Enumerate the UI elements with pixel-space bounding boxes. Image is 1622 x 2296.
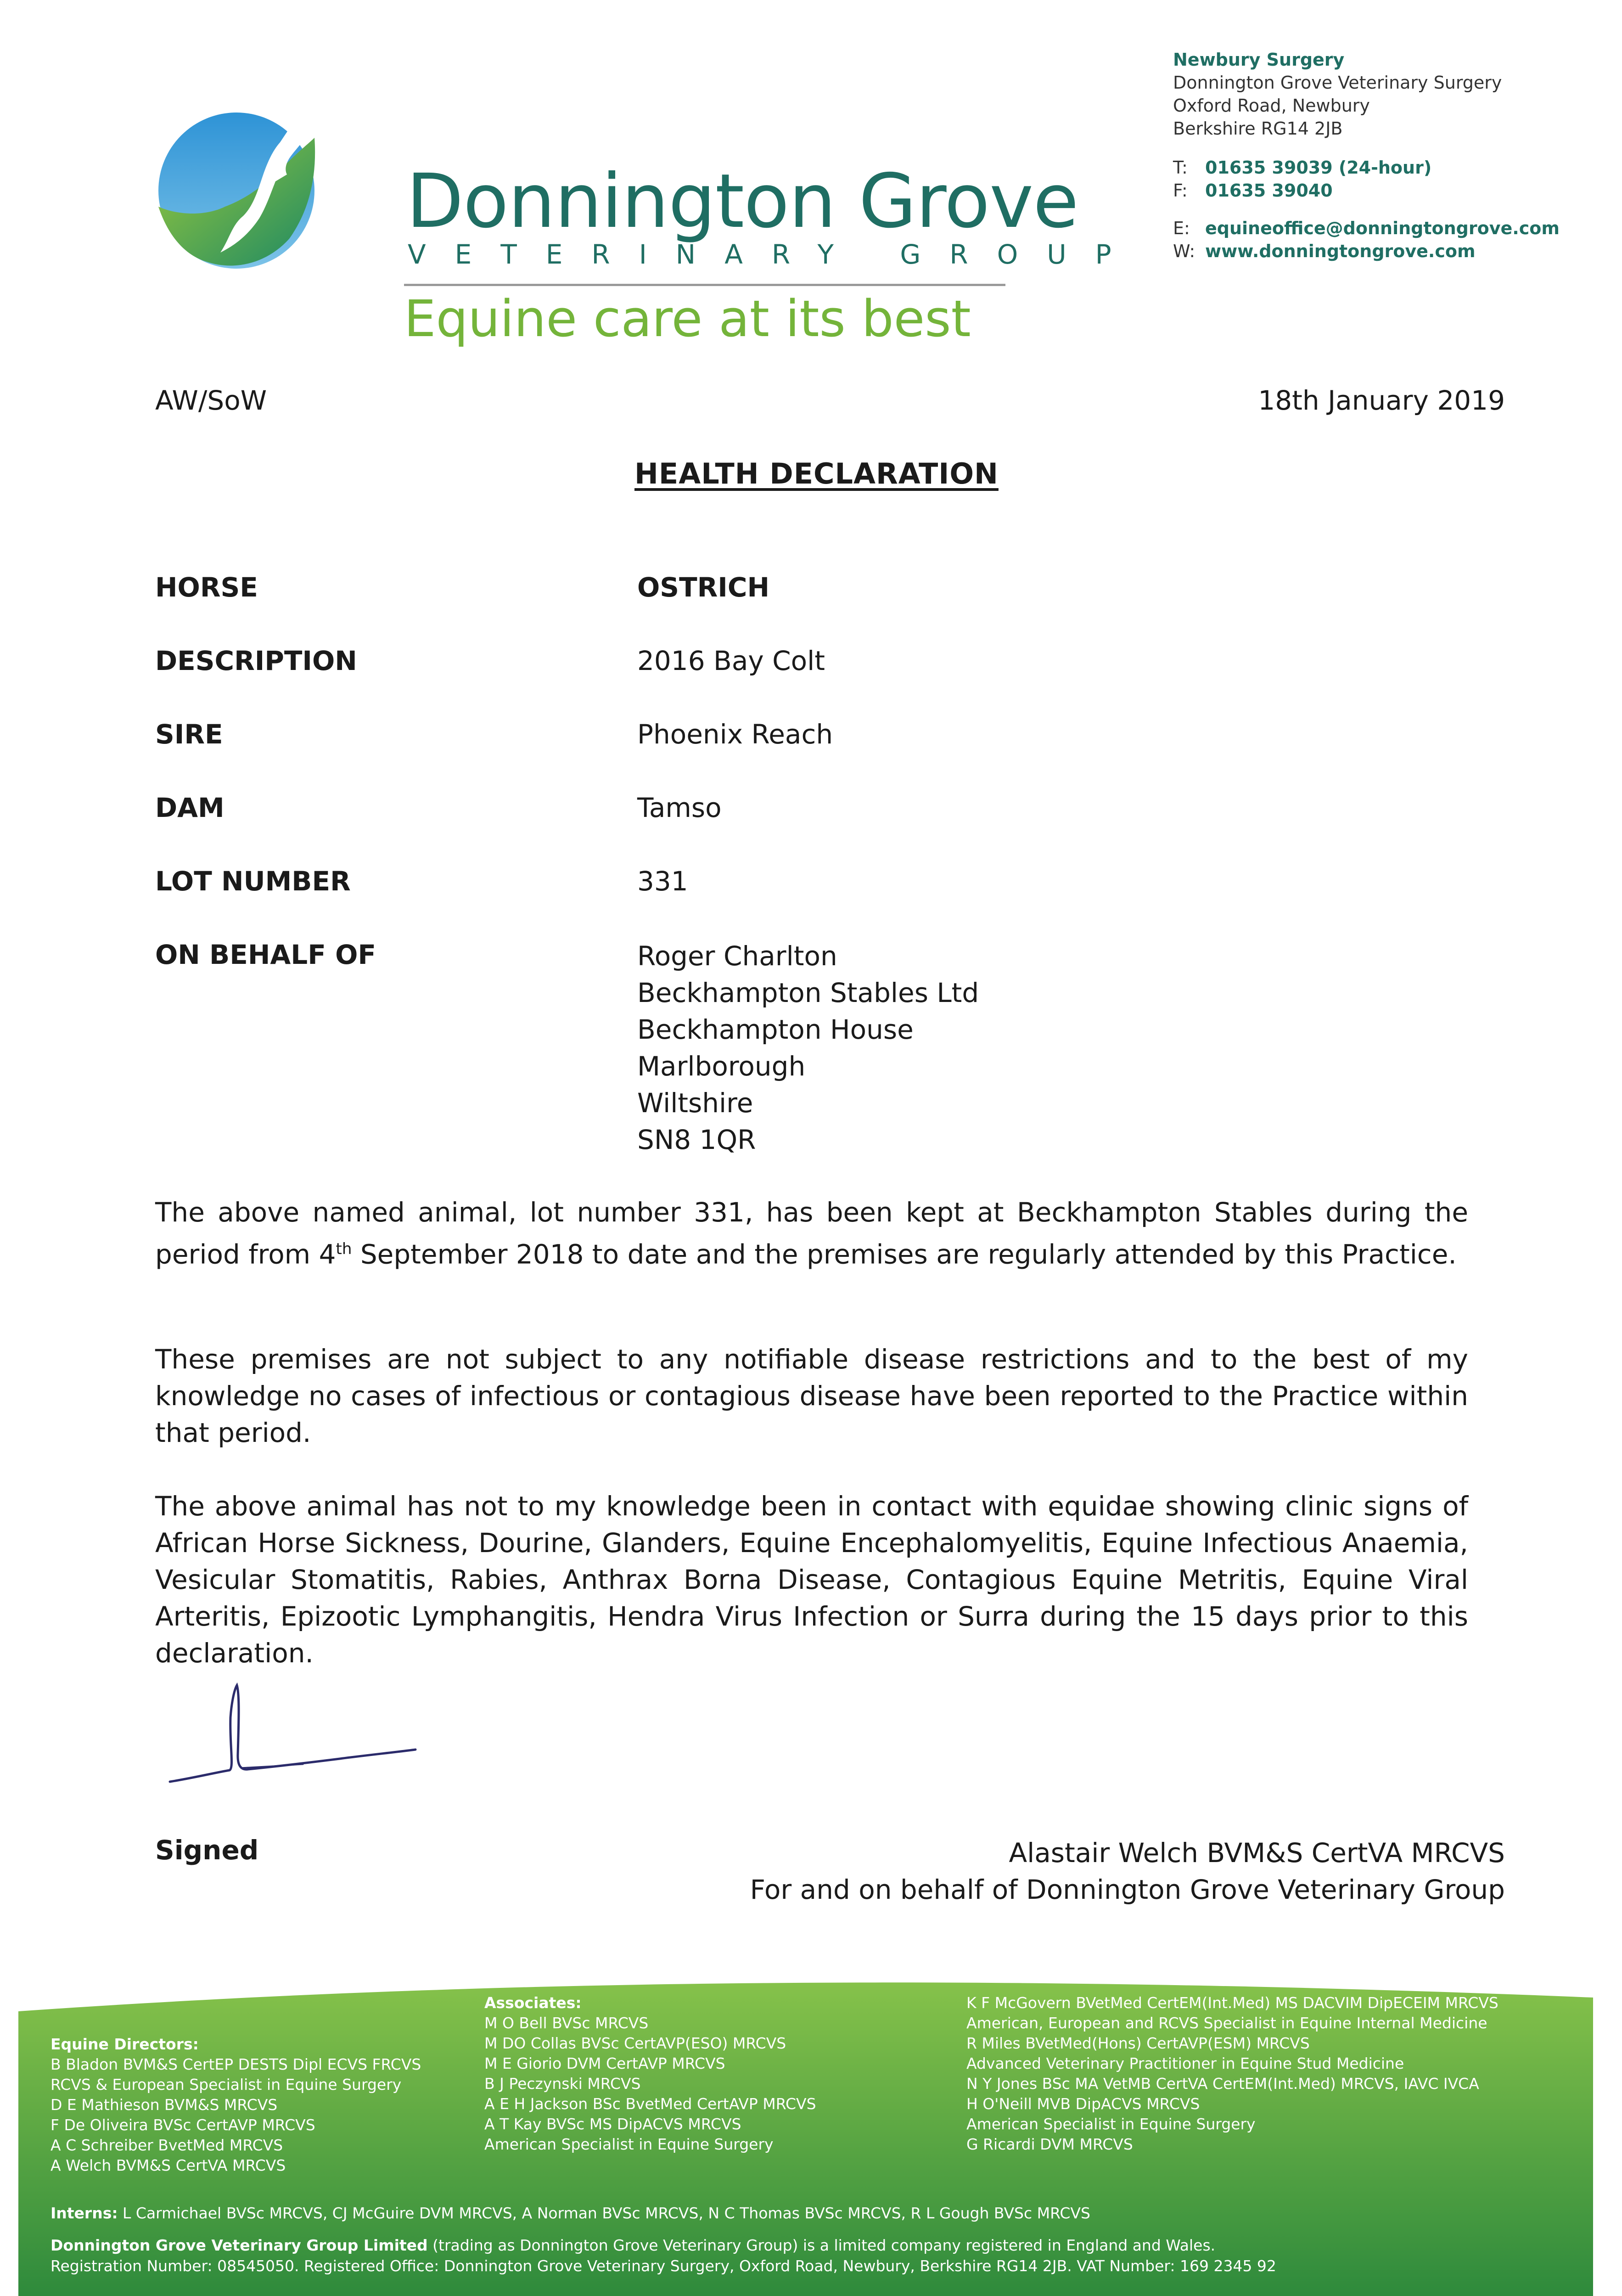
brand-subtitle: VETERINARY GROUP [408, 239, 1140, 270]
associate-line: M DO Collas BVSc CertAVP(ESO) MRCVS [484, 2034, 786, 2052]
directors-heading: Equine Directors: [51, 2035, 199, 2053]
associate-line: G Ricardi DVM MRCVS [966, 2135, 1133, 2153]
brand-name: Donnington Grove [406, 158, 1078, 245]
associate-line: K F McGovern BVetMed CertEM(Int.Med) MS DACVIM DipECEIM MRCVS [966, 1994, 1499, 2012]
associate-line: N Y Jones BSc MA VetMB CertVA CertEM(Int.Med) MRCVS, IAVC IVCA [966, 2075, 1479, 2093]
brand-divider [404, 284, 1005, 286]
behalf-line: Beckhampton Stables Ltd [637, 977, 979, 1008]
telephone-number[interactable]: 01635 39039 (24-hour) [1205, 158, 1432, 178]
associate-line: A E H Jackson BSc BvetMed CertAVP MRCVS [484, 2095, 816, 2113]
associate-line: A T Kay BVSc MS DipACVS MRCVS [484, 2115, 741, 2133]
footer-associates-continued [966, 1993, 1499, 2155]
behalf-line: Beckhampton House [637, 1014, 914, 1045]
surgery-name: Newbury Surgery [1173, 50, 1345, 70]
telephone-label: T: [1173, 158, 1188, 178]
signer-name: Alastair Welch BVM&S CertVA MRCVS [1009, 1837, 1505, 1868]
sire-label: SIRE [155, 719, 223, 750]
lot-number-value: 331 [637, 866, 688, 897]
footer-directors [51, 2034, 421, 2176]
sire-value: Phoenix Reach [637, 719, 833, 750]
paragraph-restrictions: These premises are not subject to any notifiable disease restrictions and to the best of my knowledge no cases of infectious or contagious disease have been reported to the Practice within that period. [155, 1344, 1468, 1448]
document-reference: AW/SoW [155, 385, 267, 416]
signer-details [750, 1835, 1505, 1908]
horse-label: HORSE [155, 572, 258, 603]
director-line: F De Oliveira BVSc CertAVP MRCVS [51, 2116, 315, 2134]
document-title: HEALTH DECLARATION [634, 457, 999, 490]
paragraph-premises [155, 1194, 1468, 1272]
associate-line: M E Giorio DVM CertAVP MRCVS [484, 2054, 725, 2072]
associate-line: American Specialist in Equine Surgery [484, 2135, 774, 2153]
associate-line: American Specialist in Equine Surgery [966, 2115, 1256, 2133]
email-label: E: [1173, 218, 1190, 238]
paragraph-diseases: The above animal has not to my knowledge been in contact with equidae showing clinic signs of African Horse Sickness, Dourine, Glanders, Equine Encephalomyelitis, Equine Infectious Anaemia, Vesicular Stomatitis, Rabies, Anthrax Borna Disease, Contagious Equine Metritis, Equine Viral Arteritis, Epizootic Lymphangitis, Hendra Virus Infection or Surra during the 15 days prior to this declaration. [155, 1491, 1468, 1669]
director-line: D E Mathieson BVM&S MRCVS [51, 2096, 278, 2114]
paragraph-text: The above named animal, lot number 331, has been kept at Beckhampton Stables during the period from 4 [155, 1197, 1468, 1270]
footer-company [51, 2236, 1215, 2254]
associate-line: Advanced Veterinary Practitioner in Equine Stud Medicine [966, 2054, 1404, 2072]
fax-number: 01635 39040 [1205, 180, 1333, 201]
interns-label: Interns: [51, 2204, 118, 2222]
signer-organisation: For and on behalf of Donnington Grove Veterinary Group [750, 1874, 1505, 1905]
behalf-line: Marlborough [637, 1051, 806, 1082]
on-behalf-of-label: ON BEHALF OF [155, 939, 376, 970]
company-statement: (trading as Donnington Grove Veterinary Group) is a limited company registered in England and Wales. [427, 2236, 1216, 2254]
dam-value: Tamso [637, 792, 722, 823]
associate-line: H O'Neill MVB DipACVS MRCVS [966, 2095, 1200, 2113]
associate-line: R Miles BVetMed(Hons) CertAVP(ESM) MRCVS [966, 2034, 1310, 2052]
associate-line: American, European and RCVS Specialist in Equine Internal Medicine [966, 2014, 1487, 2032]
behalf-line: Roger Charlton [637, 940, 837, 972]
signature-image [165, 1676, 422, 1791]
director-line: RCVS & European Specialist in Equine Surgery [51, 2076, 402, 2093]
website-link[interactable]: www.donningtongrove.com [1205, 241, 1476, 261]
fax-label: F: [1173, 180, 1188, 201]
associate-line: B J Peczynski MRCVS [484, 2075, 641, 2093]
address-line: Berkshire RG14 2JB [1173, 118, 1343, 139]
dam-label: DAM [155, 792, 224, 823]
address-line: Oxford Road, Newbury [1173, 96, 1370, 116]
logo-horse-icon [152, 101, 335, 285]
paragraph-text: September 2018 to date and the premises are regularly attended by this Practice. [352, 1238, 1457, 1270]
surgery-address [1173, 48, 1614, 140]
description-value: 2016 Bay Colt [637, 645, 825, 676]
brand-tagline: Equine care at its best [404, 289, 971, 348]
director-line: B Bladon BVM&S CertEP DESTS Dipl ECVS FRCVS [51, 2055, 421, 2073]
footer-interns [51, 2204, 1090, 2222]
horse-value: OSTRICH [637, 572, 769, 603]
description-label: DESCRIPTION [155, 645, 357, 676]
company-name: Donnington Grove Veterinary Group Limited [51, 2236, 428, 2254]
associates-heading: Associates: [484, 1994, 582, 2012]
signed-label: Signed [155, 1835, 259, 1866]
lot-number-label: LOT NUMBER [155, 866, 351, 897]
on-behalf-of-address [637, 938, 979, 1158]
address-line: Donnington Grove Veterinary Surgery [1173, 73, 1502, 93]
paragraph-superscript: th [336, 1240, 352, 1258]
document-date: 18th January 2019 [1258, 385, 1505, 416]
interns-list: L Carmichael BVSc MRCVS, CJ McGuire DVM MRCVS, A Norman BVSc MRCVS, N C Thomas BVSc MRCVS, R L Gough BVSc MRCVS [118, 2204, 1090, 2222]
footer-associates [484, 1993, 816, 2155]
footer-registration: Registration Number: 08545050. Registered Office: Donnington Grove Veterinary Surgery, Oxford Road, Newbury, Berkshire RG14 2JB. VAT Number: 169 2345 92 [51, 2257, 1276, 2275]
associate-line: M O Bell BVSc MRCVS [484, 2014, 649, 2032]
behalf-line: Wiltshire [637, 1087, 753, 1119]
contact-details [1173, 156, 1614, 263]
behalf-line: SN8 1QR [637, 1124, 756, 1155]
director-line: A C Schreiber BvetMed MRCVS [51, 2136, 283, 2154]
director-line: A Welch BVM&S CertVA MRCVS [51, 2156, 286, 2174]
email-link[interactable]: equineoffice@donningtongrove.com [1205, 218, 1560, 238]
web-label: W: [1173, 241, 1195, 261]
